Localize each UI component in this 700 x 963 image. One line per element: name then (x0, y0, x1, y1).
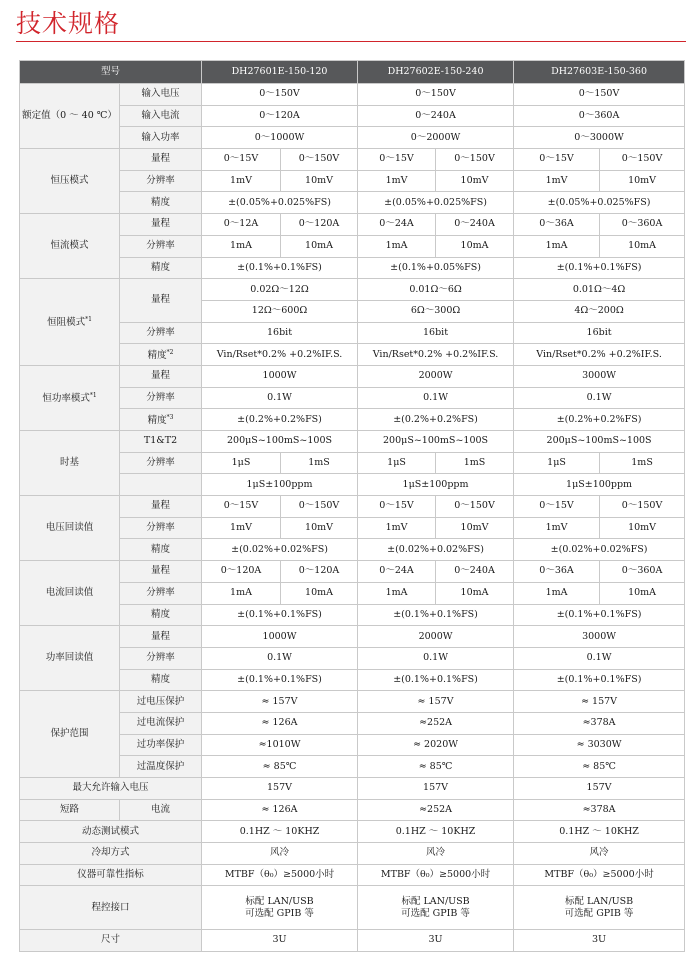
value-cell: 0～24A (358, 561, 436, 583)
value-cell: ±(0.1%+0.1%FS) (358, 604, 514, 626)
table-row (20, 84, 685, 106)
value-cell: 0～1000W (202, 127, 358, 149)
value-cell: 0～120A (202, 105, 358, 127)
value-cell: 0～360A (600, 561, 685, 583)
category-interface: 程控接口 (20, 886, 202, 929)
table-row (20, 517, 685, 539)
value-cell: 1mS (281, 452, 358, 474)
value-cell: 0.1W (514, 647, 685, 669)
value-cell: ≈ 157V (514, 691, 685, 713)
value-cell: ±(0.2%+0.2%FS) (202, 409, 358, 431)
value-cell: 10mV (600, 170, 685, 192)
value-cell: 0～360A (600, 214, 685, 236)
table-row (20, 452, 685, 474)
value-cell: 0～12A (202, 214, 281, 236)
model-header: DH27601E-150-120 (202, 61, 358, 84)
value-cell: 1mV (202, 517, 281, 539)
footnote-mark: *1 (85, 316, 92, 324)
title-divider (16, 41, 686, 42)
value-cell: 1mV (358, 517, 436, 539)
value-cell: 6Ω～300Ω (358, 300, 514, 322)
value-cell: 0～150V (514, 84, 685, 106)
table-row (20, 734, 685, 756)
param-label: 精度 (120, 192, 202, 214)
param-label: 分辨率 (120, 235, 202, 257)
value-cell: 0～120A (202, 561, 281, 583)
table-row (20, 105, 685, 127)
value-cell: 1mS (436, 452, 514, 474)
table-row (20, 127, 685, 149)
table-row (20, 669, 685, 691)
value-cell: 10mV (281, 170, 358, 192)
param-label: 输入功率 (120, 127, 202, 149)
param-label: 过功率保护 (120, 734, 202, 756)
value-cell: 157V (202, 778, 358, 800)
table-row (20, 843, 685, 865)
category-short: 短路 (20, 799, 120, 821)
value-cell: ±(0.1%+0.1%FS) (202, 257, 358, 279)
value-cell: 1mA (514, 235, 600, 257)
value-cell: 3000W (514, 626, 685, 648)
value-cell: 200μS~100mS~100S (358, 431, 514, 453)
table-row (20, 561, 685, 583)
category-protection: 保护范围 (20, 691, 120, 778)
table-row (20, 691, 685, 713)
value-cell: 10mA (600, 235, 685, 257)
value-cell: 风冷 (358, 843, 514, 865)
value-cell: ≈ 157V (202, 691, 358, 713)
table-row (20, 322, 685, 344)
value-cell: 0～120A (281, 214, 358, 236)
value-cell: 1μS (358, 452, 436, 474)
param-label-empty (120, 474, 202, 496)
value-cell: ≈ 126A (202, 799, 358, 821)
interface-line: 可选配 GPIB 等 (245, 907, 314, 919)
value-cell: 0.1W (202, 647, 358, 669)
category-max-voltage: 最大允许输入电压 (20, 778, 202, 800)
value-cell: 200μS~100mS~100S (202, 431, 358, 453)
interface-line: 标配 LAN/USB (401, 895, 470, 907)
table-row (20, 886, 685, 929)
value-cell: ≈ 85℃ (202, 756, 358, 778)
value-cell: 0～15V (514, 149, 600, 171)
value-cell: 0～15V (358, 149, 436, 171)
value-cell: ≈378A (514, 799, 685, 821)
param-label: 过电压保护 (120, 691, 202, 713)
table-row (20, 582, 685, 604)
value-cell: 1mV (514, 170, 600, 192)
param-label: 输入电流 (120, 105, 202, 127)
value-cell: ±(0.1%+0.1%FS) (514, 669, 685, 691)
value-cell: 0～15V (358, 496, 436, 518)
category-voltage-readback: 电压回读值 (20, 496, 120, 561)
table-row (20, 864, 685, 886)
table-row (20, 821, 685, 843)
value-cell: ±(0.1%+0.05%FS) (358, 257, 514, 279)
value-cell: 0.1W (202, 387, 358, 409)
table-row (20, 647, 685, 669)
value-cell: Vin/Rset*0.2% +0.2%IF.S. (202, 344, 358, 366)
value-cell: ±(0.1%+0.1%FS) (514, 257, 685, 279)
category-rated: 额定值（0 ～ 40 ℃） (20, 84, 120, 149)
table-row (20, 778, 685, 800)
value-cell: ≈ 85℃ (358, 756, 514, 778)
value-cell: ±(0.1%+0.1%FS) (202, 669, 358, 691)
table-row (20, 214, 685, 236)
value-cell: 0.1HZ ～ 10KHZ (358, 821, 514, 843)
category-cv: 恒压模式 (20, 149, 120, 214)
category-cr (20, 279, 120, 366)
table-row (20, 712, 685, 734)
table-row (20, 626, 685, 648)
value-cell: ≈ 126A (202, 712, 358, 734)
param-label: 量程 (120, 279, 202, 322)
value-cell: ≈252A (358, 712, 514, 734)
value-cell: MTBF（θ₀）≥5000小时 (358, 864, 514, 886)
category-label: 恒功率模式 (42, 393, 90, 405)
value-cell: 0～240A (358, 105, 514, 127)
value-cell: 0～150V (436, 496, 514, 518)
param-label: 分辨率 (120, 452, 202, 474)
value-cell: 1mS (600, 452, 685, 474)
value-cell: 12Ω～600Ω (202, 300, 358, 322)
param-label-text: 精度 (147, 415, 167, 427)
value-cell: 16bit (202, 322, 358, 344)
category-timebase: 时基 (20, 431, 120, 496)
category-cc: 恒流模式 (20, 214, 120, 279)
value-cell: 1mV (514, 517, 600, 539)
value-cell: 0～15V (202, 496, 281, 518)
value-cell: 1μS±100ppm (202, 474, 358, 496)
table-row (20, 192, 685, 214)
value-cell: ±(0.1%+0.1%FS) (202, 604, 358, 626)
category-reliability: 仪器可靠性指标 (20, 864, 202, 886)
value-cell: 0～150V (281, 149, 358, 171)
value-cell: 1mV (202, 170, 281, 192)
value-cell: Vin/Rset*0.2% +0.2%IF.S. (358, 344, 514, 366)
value-cell: 0～2000W (358, 127, 514, 149)
table-row (20, 604, 685, 626)
value-cell: 2000W (358, 365, 514, 387)
value-cell: MTBF（θ₀）≥5000小时 (514, 864, 685, 886)
param-label: 分辨率 (120, 517, 202, 539)
value-cell: ±(0.05%+0.025%FS) (202, 192, 358, 214)
param-label: 分辨率 (120, 647, 202, 669)
value-cell: 风冷 (514, 843, 685, 865)
value-cell: 0～36A (514, 214, 600, 236)
param-label: 精度 (120, 669, 202, 691)
param-label: T1&T2 (120, 431, 202, 453)
value-cell: 0～15V (514, 496, 600, 518)
value-cell: 10mA (600, 582, 685, 604)
value-cell: 10mV (436, 517, 514, 539)
param-label: 过电流保护 (120, 712, 202, 734)
value-cell: 200μS~100mS~100S (514, 431, 685, 453)
value-cell: 3U (358, 929, 514, 951)
param-label: 输入电压 (120, 84, 202, 106)
param-label: 精度 (120, 604, 202, 626)
param-label: 分辨率 (120, 170, 202, 192)
value-cell: 0～15V (202, 149, 281, 171)
value-cell: 16bit (358, 322, 514, 344)
value-cell: 0～150V (358, 84, 514, 106)
interface-line: 可选配 GPIB 等 (401, 907, 470, 919)
param-label: 量程 (120, 626, 202, 648)
value-cell: 0～36A (514, 561, 600, 583)
value-cell: 1mA (358, 235, 436, 257)
value-cell: 1000W (202, 365, 358, 387)
value-cell: 0～150V (600, 149, 685, 171)
value-cell: 1mA (202, 235, 281, 257)
value-cell: 0～150V (202, 84, 358, 106)
param-label-text: 精度 (147, 350, 167, 362)
model-header: DH27603E-150-360 (514, 61, 685, 84)
table-row (20, 799, 685, 821)
table-row (20, 235, 685, 257)
value-cell: ±(0.02%+0.02%FS) (514, 539, 685, 561)
value-cell: 0～150V (281, 496, 358, 518)
value-cell: 10mV (600, 517, 685, 539)
model-header: DH27602E-150-240 (358, 61, 514, 84)
param-label: 过温度保护 (120, 756, 202, 778)
value-cell: ±(0.05%+0.025%FS) (514, 192, 685, 214)
value-cell: 0～24A (358, 214, 436, 236)
table-row (20, 496, 685, 518)
param-label: 分辨率 (120, 387, 202, 409)
value-cell: 0.1W (358, 647, 514, 669)
value-cell: ±(0.02%+0.02%FS) (358, 539, 514, 561)
category-label: 恒阻模式 (47, 317, 86, 329)
param-label (120, 409, 202, 431)
value-cell: 0.01Ω～6Ω (358, 279, 514, 301)
value-cell: 157V (514, 778, 685, 800)
value-cell: 1mA (514, 582, 600, 604)
value-cell: 0.1HZ ～ 10KHZ (202, 821, 358, 843)
value-cell: 10mV (281, 517, 358, 539)
value-cell: 10mA (281, 235, 358, 257)
table-row (20, 170, 685, 192)
param-label: 精度 (120, 539, 202, 561)
value-cell: ≈1010W (202, 734, 358, 756)
value-cell: 10mA (281, 582, 358, 604)
value-cell: 1μS±100ppm (358, 474, 514, 496)
table-row (20, 929, 685, 951)
value-cell: ≈ 85℃ (514, 756, 685, 778)
value-cell: 0～150V (600, 496, 685, 518)
value-cell: ≈ 3030W (514, 734, 685, 756)
value-cell: Vin/Rset*0.2% +0.2%IF.S. (514, 344, 685, 366)
value-cell: 3U (202, 929, 358, 951)
value-cell: 1μS±100ppm (514, 474, 685, 496)
value-cell: 10mA (436, 582, 514, 604)
value-cell: 0.1HZ ～ 10KHZ (514, 821, 685, 843)
value-cell: 0～360A (514, 105, 685, 127)
value-cell: 1mA (358, 582, 436, 604)
param-label: 精度 (120, 257, 202, 279)
table-row (20, 409, 685, 431)
value-cell (514, 886, 685, 929)
table-row (20, 474, 685, 496)
param-label (120, 344, 202, 366)
value-cell: 0.02Ω～12Ω (202, 279, 358, 301)
model-header-label: 型号 (20, 61, 202, 84)
table-row (20, 539, 685, 561)
param-label: 量程 (120, 496, 202, 518)
table-row (20, 756, 685, 778)
value-cell (202, 886, 358, 929)
category-power-readback: 功率回读值 (20, 626, 120, 691)
table-row (20, 279, 685, 301)
category-current-readback: 电流回读值 (20, 561, 120, 626)
table-row (20, 387, 685, 409)
value-cell: 0.1W (358, 387, 514, 409)
value-cell: 2000W (358, 626, 514, 648)
value-cell: 0～240A (436, 561, 514, 583)
value-cell: MTBF（θ₀）≥5000小时 (202, 864, 358, 886)
value-cell: ±(0.05%+0.025%FS) (358, 192, 514, 214)
value-cell: 157V (358, 778, 514, 800)
value-cell: 3U (514, 929, 685, 951)
value-cell: 0～3000W (514, 127, 685, 149)
value-cell: 0.1W (514, 387, 685, 409)
interface-line: 标配 LAN/USB (564, 895, 634, 907)
param-label: 量程 (120, 561, 202, 583)
value-cell: ≈252A (358, 799, 514, 821)
value-cell: 1mV (358, 170, 436, 192)
footnote-mark: *3 (166, 414, 174, 422)
param-label: 量程 (120, 214, 202, 236)
category-size: 尺寸 (20, 929, 202, 951)
value-cell: 10mV (436, 170, 514, 192)
value-cell: ±(0.2%+0.2%FS) (514, 409, 685, 431)
value-cell: ≈ 2020W (358, 734, 514, 756)
spec-table (19, 60, 685, 952)
value-cell: 3000W (514, 365, 685, 387)
value-cell: 1mA (202, 582, 281, 604)
param-label: 分辨率 (120, 582, 202, 604)
category-cp (20, 365, 120, 430)
value-cell: ±(0.1%+0.1%FS) (358, 669, 514, 691)
table-row (20, 365, 685, 387)
table-row (20, 344, 685, 366)
value-cell: 1μS (514, 452, 600, 474)
interface-line: 可选配 GPIB 等 (564, 907, 634, 919)
page-title: 技术规格 (16, 9, 121, 38)
value-cell: ≈378A (514, 712, 685, 734)
category-dynamic: 动态测试模式 (20, 821, 202, 843)
param-label: 量程 (120, 365, 202, 387)
param-label: 量程 (120, 149, 202, 171)
value-cell: 1μS (202, 452, 281, 474)
footnote-mark: *1 (89, 392, 97, 400)
value-cell: 0～150V (436, 149, 514, 171)
interface-line: 标配 LAN/USB (245, 895, 314, 907)
value-cell: 16bit (514, 322, 685, 344)
table-row (20, 431, 685, 453)
value-cell: 10mA (436, 235, 514, 257)
header-row (20, 61, 685, 84)
value-cell: 0.01Ω～4Ω (514, 279, 685, 301)
value-cell: 0～120A (281, 561, 358, 583)
table-row (20, 149, 685, 171)
param-label: 电流 (120, 799, 202, 821)
value-cell: ±(0.1%+0.1%FS) (514, 604, 685, 626)
value-cell (358, 886, 514, 929)
value-cell: ≈ 157V (358, 691, 514, 713)
value-cell: 风冷 (202, 843, 358, 865)
value-cell: ±(0.2%+0.2%FS) (358, 409, 514, 431)
table-row (20, 257, 685, 279)
footnote-mark: *2 (166, 349, 174, 357)
param-label: 分辨率 (120, 322, 202, 344)
value-cell: 4Ω～200Ω (514, 300, 685, 322)
value-cell: 0～240A (436, 214, 514, 236)
value-cell: ±(0.02%+0.02%FS) (202, 539, 358, 561)
value-cell: 1000W (202, 626, 358, 648)
category-cooling: 冷却方式 (20, 843, 202, 865)
